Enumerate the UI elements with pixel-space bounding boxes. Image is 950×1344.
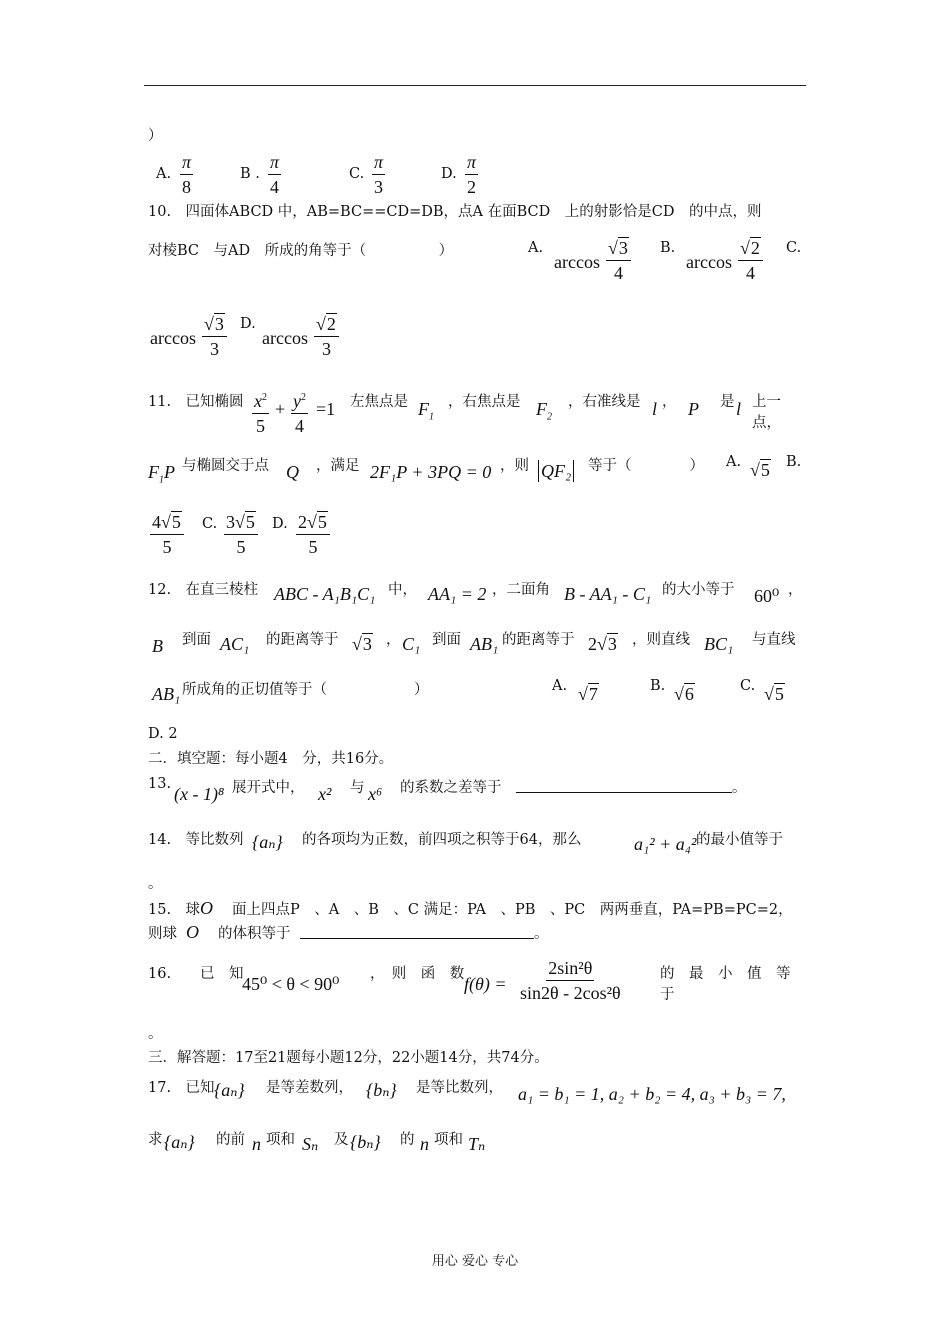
q12-line3: AB₁ 所成角的正切值等于（ ） A. √7 B. √6 C. √5: [152, 678, 784, 704]
q13: 13. (x - 1)⁸ 展开式中， x² 与 x⁶ 的系数之差等于 。: [148, 776, 747, 804]
q12-opt-d: D. 2: [148, 726, 178, 742]
q11-line1: 11. 已知椭圆 $\frac{x^2}{5}$ + $\frac{y^2}{4}$ =1 左焦点是 $F_1$ ，右焦点是 $F_2$ ，右准线是 l ， P 是 l 上一点，: [148, 386, 808, 436]
q9-paren: ）: [148, 128, 163, 144]
q12-line2: B 到面 AC₁ 的距离等于 √3 ， C₁ 到面 AB₁ 的距离等于 2√3 ，则直线 BC₁ 与直线: [152, 632, 796, 656]
q14-end: 。: [148, 876, 163, 892]
q17-line1: 17. 已知 {aₙ} 是等差数列， {bₙ} 是等比数列， a₁ = b₁ = 1, a₂ + b₂ = 4, a₃ + b₃ = 7,: [148, 1080, 786, 1104]
q17-line2: 求 {aₙ} 的前 n 项和 Sₙ 及 {bₙ} 的 n 项和 Tₙ: [148, 1132, 486, 1154]
q16: 16. 已 知 45⁰ < θ < 90⁰ ， 则 函 数 f(θ) = $\frac{\text{2sin²θ}}{\text{sin2θ - 2cos²θ}}$ 的 最 小 值 等 于: [148, 958, 805, 1003]
q10-line1: 10. 四面体ABCD 中，AB=BC==CD=DB，点A 在面BCD 上的射影恰是CD 的中点，则: [148, 204, 762, 220]
q9-opt-d-frac: $\frac{\pi}{2}$: [467, 152, 477, 197]
header-rule: [144, 85, 806, 86]
q9-opt-c-frac: $\frac{\pi}{3}$: [374, 152, 384, 197]
section-3-heading: 三．解答题：17至21题每小题12分，22小题14分，共74分。: [148, 1050, 549, 1066]
q9-opt-d-label: D.: [441, 166, 457, 182]
q10-line2: 对棱BC 与AD 所成的角等于（ ）: [148, 243, 454, 259]
q9-opt-c-label: C.: [349, 166, 365, 182]
page-footer: 用心 爱心 专心: [431, 1254, 519, 1269]
q9-opt-a-label: A.: [156, 166, 172, 182]
q9-opt-b-frac: $\frac{\pi}{4}$: [270, 152, 280, 197]
q15-line1: 15. 球 O 面上四点P 、A 、B 、C 满足：PA 、PB 、PC 两两垂直，PA=PB=PC=2，: [148, 898, 793, 918]
q13-answer-blank[interactable]: [516, 776, 732, 793]
q16-end: 。: [148, 1026, 163, 1042]
q15-line2: 则球 O 的体积等于 。: [148, 922, 549, 942]
q11-line2: $F_1P$ 与椭圆交于点 Q ，满足 2F₁P + 3PQ = 0 ，则 QF₂ 等于（ ） A. √5 B.: [148, 454, 802, 486]
q15-answer-blank[interactable]: [300, 922, 534, 939]
q12-line1: 12. 在直三棱柱 ABC - A₁B₁C₁ 中， AA₁ = 2 ，二面角 B - AA₁ - C₁ 的大小等于 60⁰ ，: [148, 582, 803, 606]
section-2-heading: 二．填空题：每小题4 分，共16分。: [148, 751, 394, 767]
q11-line3: $\frac{4√5}{5}$ C. $\frac{3√5}{5}$ D. $\frac{2√5}{5}$: [148, 510, 548, 566]
q9-opt-a-frac: $\frac{\pi}{8}$: [182, 152, 192, 197]
q14: 14. 等比数列 {aₙ} 的各项均为正数，前四项之积等于64，那么 a₁² + a₄² 的最小值等于: [148, 832, 783, 854]
q9-opt-b-label: B .: [240, 166, 260, 182]
